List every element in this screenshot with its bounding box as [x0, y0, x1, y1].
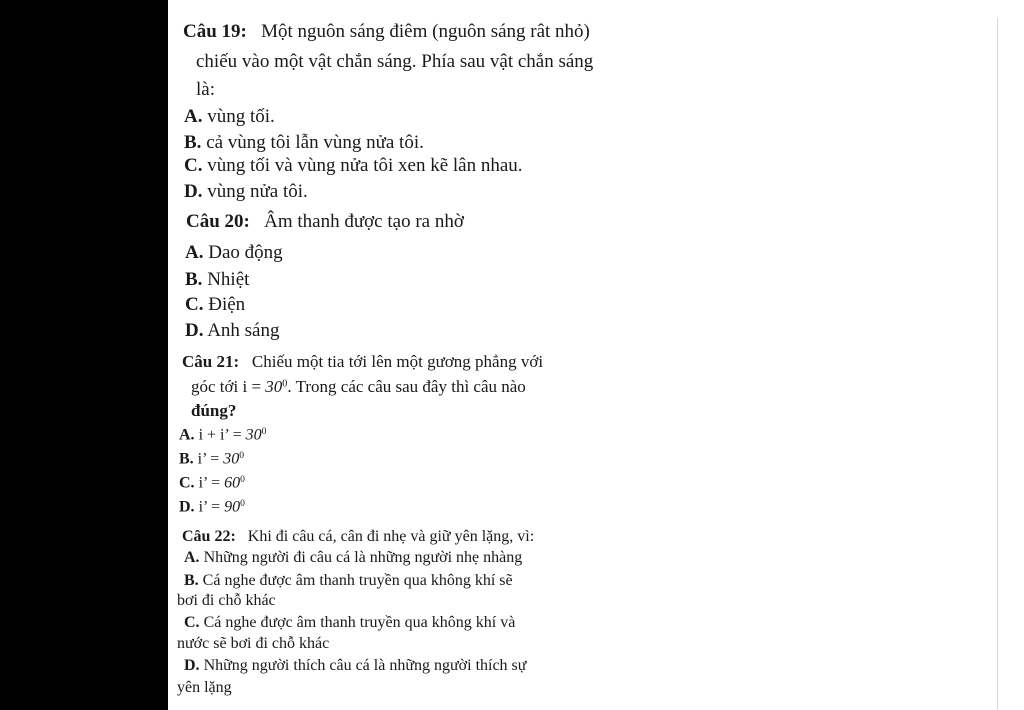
q22-option-c-line1: C. Cá nghe được âm thanh truyền qua không khí và	[184, 614, 516, 631]
q22-option-b-line1: B. Cá nghe được âm thanh truyền qua không khí sẽ	[184, 572, 513, 589]
q20-heading	[186, 212, 464, 231]
q21-line1	[182, 353, 543, 370]
q22-option-c-line2: nước sẽ bơi đi chỗ khác	[177, 635, 330, 652]
q22-option-a: A. Những người đi câu cá là những người nhẹ nhàng	[184, 549, 523, 566]
q22-text: Khi đi câu cá, cân đi nhẹ và giữ yên lặng, vì:	[247, 528, 535, 545]
q22-heading	[182, 529, 534, 545]
q19-option-a: A. vùng tối.	[184, 106, 275, 127]
q20-number: Câu 20:	[186, 211, 250, 232]
q20-option-c: C. Điện	[185, 294, 246, 315]
q20-option-b: B. Nhiệt	[185, 269, 250, 290]
q19-option-b: B. cả vùng tôi lẫn vùng nửa tôi.	[184, 132, 424, 153]
page-edge-divider	[997, 18, 998, 710]
q19-text-line1: Một nguôn sáng điêm (nguôn sáng rât nhỏ)	[261, 21, 590, 42]
q19-option-c: C. vùng tối và vùng nửa tôi xen kẽ lân nhau.	[184, 155, 523, 176]
q21-option-d: D. i’ = $90^0$	[179, 498, 245, 516]
q21-line2: góc tới $i = 30^0$. Trong các câu sau đây thì câu nào	[191, 377, 526, 396]
q19-text-line2: chiếu vào một vật chắn sáng. Phía sau vật chắn sáng	[196, 51, 594, 72]
q20-option-d: D. Anh sáng	[185, 320, 280, 341]
q22-number: Câu 22:	[182, 528, 236, 545]
q20-text: Âm thanh được tạo ra nhờ	[264, 211, 464, 232]
q21-option-c: C. i’ = $60^0$	[179, 474, 245, 492]
q20-option-a: A. Dao động	[185, 242, 283, 263]
q21-option-a: A. i + i’ = $30^0$	[179, 426, 267, 444]
q22-option-d-line2: yên lặng	[177, 679, 232, 696]
q19-line1	[183, 22, 590, 41]
q19-text-line3: là:	[196, 79, 215, 100]
q19-option-d: D. vùng nửa tôi.	[184, 181, 308, 202]
q22-option-d-line1: D. Những người thích câu cá là những người thích sự	[184, 657, 527, 674]
q21-text-line3: đúng?	[191, 401, 237, 420]
q19-number: Câu 19:	[183, 21, 247, 42]
q21-option-b: B. i’ = $30^0$	[179, 450, 245, 468]
q21-text-line1: Chiếu một tia tới lên một gương phẳng với	[251, 352, 544, 371]
q21-number: Câu 21:	[182, 352, 240, 371]
q22-option-b-line2: bơi đi chỗ khác	[177, 592, 276, 609]
